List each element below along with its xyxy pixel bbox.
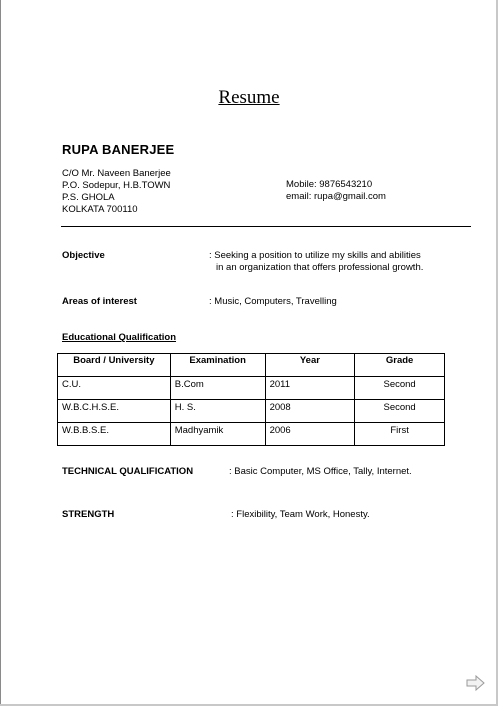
technical-label: TECHNICAL QUALIFICATION [62,466,194,477]
table-row [58,400,445,423]
arrow-right-icon [466,674,486,692]
address-block [62,168,171,216]
column-header: Year [265,354,355,377]
year-cell: 2011 [265,377,355,400]
email-address: email: rupa@gmail.com [286,191,386,202]
strength-label: STRENGTH [62,509,115,520]
table-header-row [58,354,445,377]
mobile-number: Mobile: 9876543210 [286,179,373,190]
column-header: Board / University [58,354,171,377]
table-row [58,377,445,400]
interests-value: : Music, Computers, Travelling [209,296,337,307]
address-line: P.O. Sodepur, H.B.TOWN [62,180,171,191]
exam-cell: B.Com [170,377,265,400]
strength-value: : Flexibility, Team Work, Honesty. [231,509,370,520]
objective-label: Objective [62,250,105,261]
year-cell: 2006 [265,423,355,446]
board-cell: W.B.C.H.S.E. [58,400,171,423]
address-line: C/O Mr. Naveen Banerjee [62,168,171,179]
objective-text-line2: in an organization that offers professional growth. [216,262,424,273]
address-line: KOLKATA 700110 [62,204,138,215]
address-line: P.S. GHOLA [62,192,115,203]
next-page-button[interactable] [466,674,486,692]
document-title: Resume [218,87,280,108]
technical-value: : Basic Computer, MS Office, Tally, Internet. [229,466,412,477]
education-heading: Educational Qualification [62,332,177,343]
grade-cell: Second [355,377,445,400]
column-header: Grade [355,354,445,377]
board-cell: C.U. [58,377,171,400]
grade-cell: First [355,423,445,446]
exam-cell: Madhyamik [170,423,265,446]
interests-label: Areas of interest [62,296,137,307]
education-table [57,353,445,446]
header-divider [61,226,471,227]
grade-cell: Second [355,400,445,423]
exam-cell: H. S. [170,400,265,423]
board-cell: W.B.B.S.E. [58,423,171,446]
year-cell: 2008 [265,400,355,423]
column-header: Examination [170,354,265,377]
candidate-name: RUPA BANERJEE [62,142,175,157]
contact-block [286,179,386,203]
table-row [58,423,445,446]
objective-text-line1: : Seeking a position to utilize my skills and abilities [209,250,421,261]
